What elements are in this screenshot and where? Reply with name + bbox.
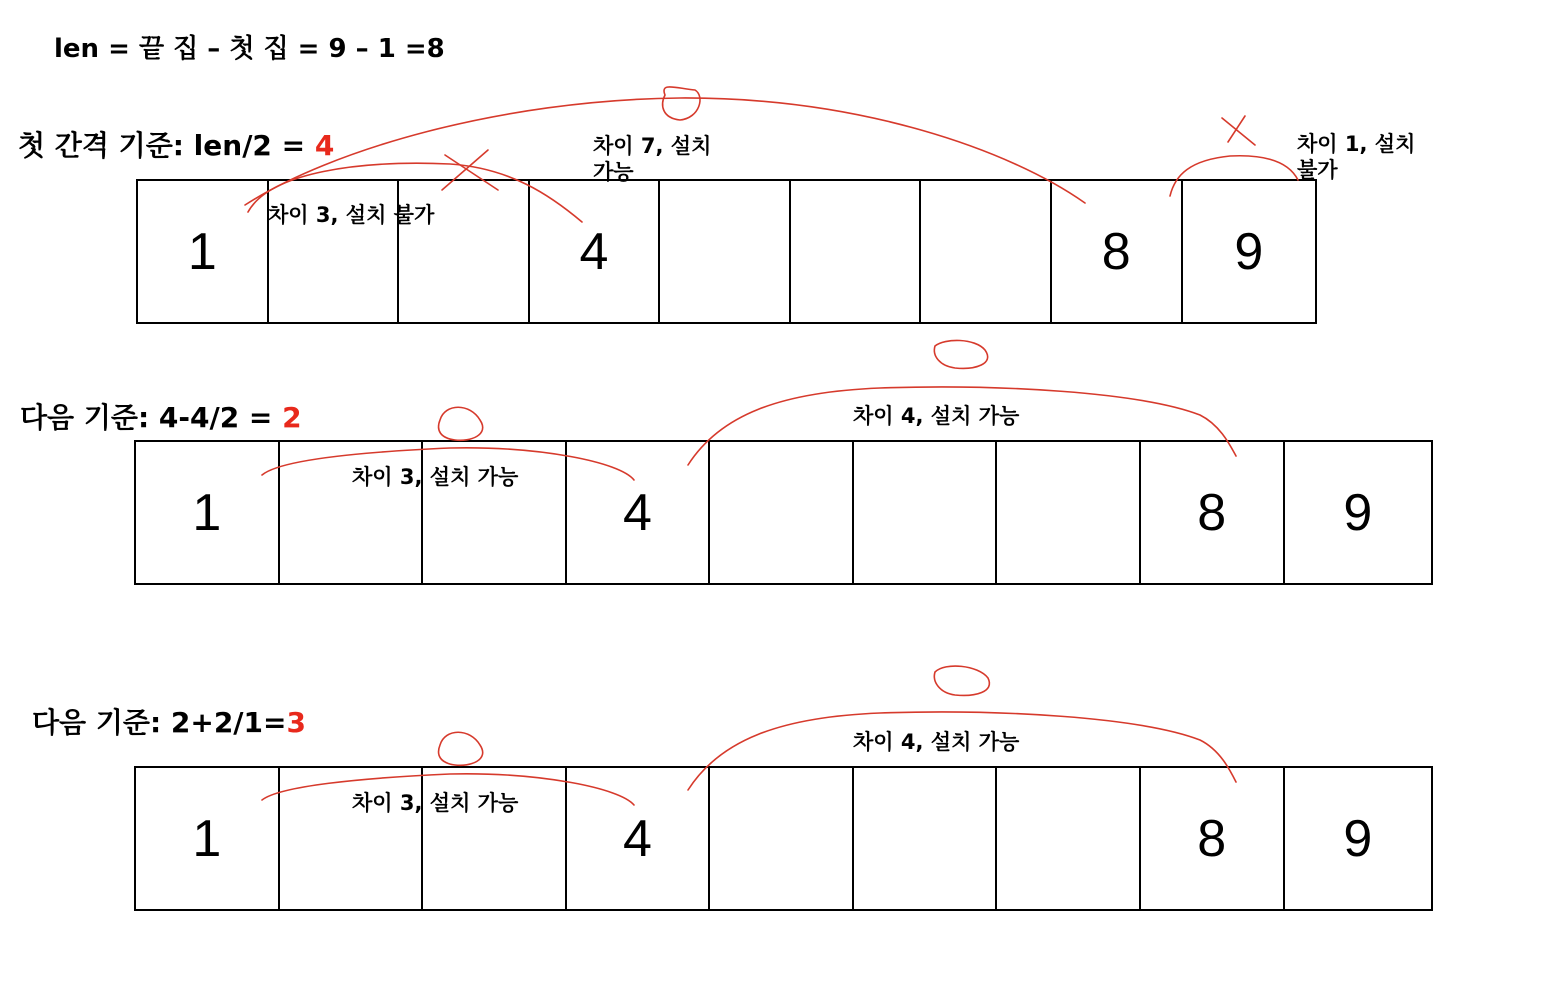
step2-cell-9: 9 [1343, 483, 1373, 542]
step3-cell-1: 1 [136, 768, 280, 909]
step3-title [32, 701, 306, 741]
step2-cell-7 [997, 442, 1141, 583]
step1-note-b: 차이 7, 설치 가능 [593, 134, 712, 184]
step1-title-prefix: 첫 간격 기준: len/2 = [18, 129, 315, 162]
step3-o-mark-b [934, 666, 989, 695]
step3-cell-4: 4 [567, 768, 711, 909]
step2-title [20, 396, 302, 436]
length-formula: len = 끝 집 – 첫 집 = 9 – 1 =8 [54, 34, 445, 64]
step2-cell-8: 8 [1141, 442, 1285, 583]
step2-cell-1: 1 [136, 442, 280, 583]
step1-x-mark-c [1222, 116, 1255, 145]
step1-cell-6 [791, 181, 922, 322]
step1-cell-4: 4 [530, 181, 661, 322]
step1-cell-1: 1 [138, 181, 269, 322]
step1-cell-8: 8 [1052, 181, 1183, 322]
step3-cell-7 [997, 768, 1141, 909]
step1-note-a: 차이 3, 설치 불가 [268, 203, 435, 227]
step3-note-b: 차이 4, 설치 가능 [853, 730, 1020, 754]
step2-o-mark-a [439, 407, 483, 440]
step2-o-mark-b [934, 340, 987, 368]
step2-cell-5 [710, 442, 854, 583]
step2-note-a: 차이 3, 설치 가능 [352, 465, 519, 489]
step3-cell-6 [854, 768, 998, 909]
step1-cell-9: 9 [1234, 222, 1264, 281]
step2-house-row [134, 440, 1433, 585]
step2-title-prefix: 다음 기준: 4-4/2 = [20, 401, 283, 434]
step1-cell-7 [921, 181, 1052, 322]
step3-house-row [134, 766, 1433, 911]
step1-cell-5 [660, 181, 791, 322]
step1-house-row [136, 179, 1317, 324]
step2-cell-4: 4 [567, 442, 711, 583]
step3-o-mark-a [439, 732, 483, 765]
step2-note-b: 차이 4, 설치 가능 [853, 404, 1020, 428]
step3-cell-5 [710, 768, 854, 909]
step2-cell-6 [854, 442, 998, 583]
step1-title [18, 124, 334, 164]
step3-title-value: 3 [286, 706, 306, 739]
step3-note-a: 차이 3, 설치 가능 [352, 791, 519, 815]
step1-title-value: 4 [314, 129, 335, 162]
step3-title-prefix: 다음 기준: 2+2/1= [32, 706, 287, 739]
step1-note-c: 차이 1, 설치 불가 [1297, 132, 1416, 182]
step1-o-mark-b [663, 87, 700, 120]
step2-title-value: 2 [282, 401, 302, 434]
step3-cell-8: 8 [1141, 768, 1285, 909]
step3-cell-9: 9 [1343, 809, 1373, 868]
